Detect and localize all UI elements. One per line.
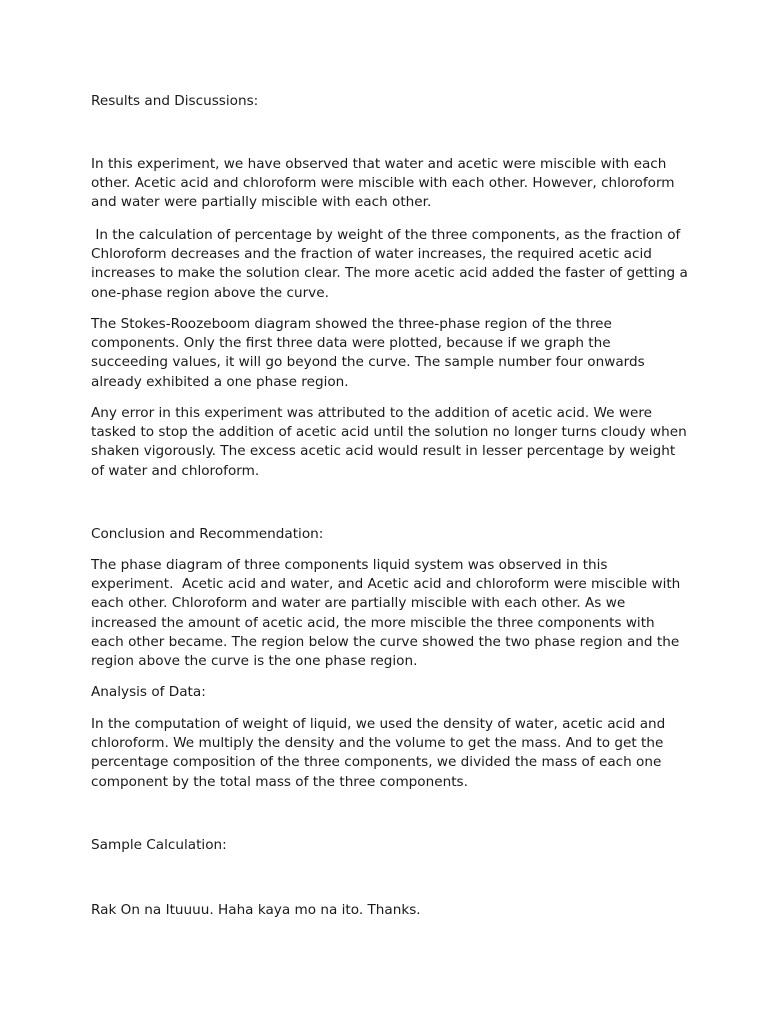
sample-calculation-heading: Sample Calculation:	[91, 837, 227, 853]
analysis-paragraph: In the computation of weight of liquid, we used the density of water, acetic acid and chloroform. We multiply the density and the volume to get the mass. And to get the percentage composition of the three components, we divided the mass of each one component by the total mass of the three components.	[91, 716, 666, 790]
analysis-heading: Analysis of Data:	[91, 684, 206, 700]
results-heading: Results and Discussions:	[91, 93, 259, 109]
closing-line: Rak On na Ituuuu. Haha kaya mo na ito. Thanks.	[91, 902, 421, 918]
results-paragraph-1: In this experiment, we have observed that water and acetic were miscible with each other. Acetic acid and chloroform were miscible with each other. However, chloroform and water were partially miscible with each other.	[91, 156, 675, 211]
results-paragraph-4: Any error in this experiment was attributed to the addition of acetic acid. We were tasked to stop the addition of acetic acid until the solution no longer turns cloudy when shaken vigorously. The excess acetic acid would result in lesser percentage by weight of water and chloroform.	[91, 405, 687, 479]
conclusion-heading: Conclusion and Recommendation:	[91, 526, 324, 542]
results-paragraph-2: In the calculation of percentage by weight of the three components, as the fraction of Chloroform decreases and the fraction of water increases, the required acetic acid increases to make the solution clear. The more acetic acid added the faster of getting a one-phase region above the curve.	[91, 227, 693, 301]
conclusion-paragraph: The phase diagram of three components liquid system was observed in this experiment. Acetic acid and water, and Acetic acid and chloroform were miscible with each other. Chloroform and water are partially miscible with each other. As we increased the amount of acetic acid, the more miscible the three components with each other became. The region below the curve showed the two phase region and the region above the curve is the one phase region.	[91, 557, 685, 670]
results-paragraph-3: The Stokes-Roozeboom diagram showed the three-phase region of the three components. Only the first three data were plotted, because if we graph the succeeding values, it will go beyond the curve. The sample number four onwards already exhibited a one phase region.	[91, 316, 645, 390]
